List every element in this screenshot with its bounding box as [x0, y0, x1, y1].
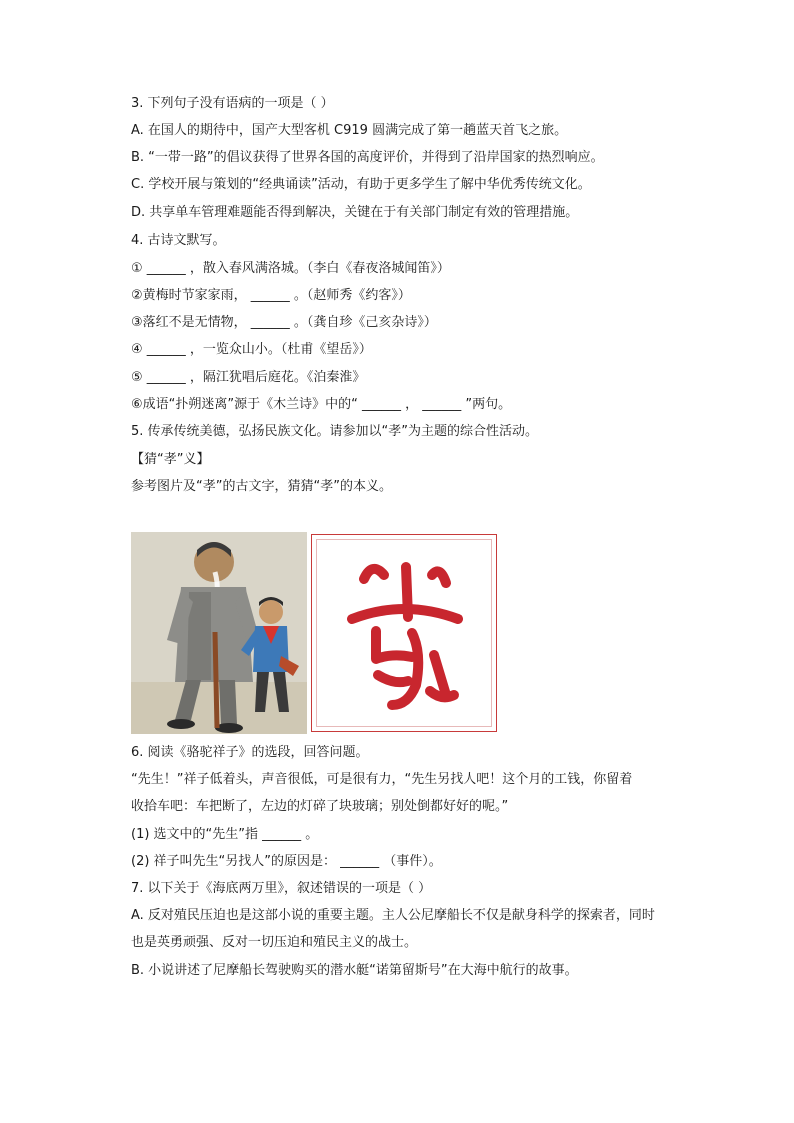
q5-subheading: 【猜“孝”义】: [131, 452, 210, 467]
q3-stem: 3. 下列句子没有语病的一项是（ ）: [131, 96, 334, 111]
q6-stem: 6. 阅读《骆驼祥子》的选段，回答问题。: [131, 745, 369, 760]
q5-stem: 5. 传承传统美德，弘扬民族文化。请参加以“孝”为主题的综合性活动。: [131, 424, 539, 439]
q3-option-c: C. 学校开展与策划的“经典诵读”活动，有助于更多学生了解中华优秀传统文化。: [131, 177, 591, 192]
q6-subquestion-1: (1) 选文中的“先生”指 ______ 。: [131, 827, 319, 842]
q4-item-3: ③落红不是无情物， ______ 。（龚自珍《己亥杂诗》）: [131, 315, 437, 330]
q3-option-d: D. 共享单车管理难题能否得到解决，关键在于有关部门制定有效的管理措施。: [131, 205, 579, 220]
q4-item-4: ④ ______ ，一览众山小。（杜甫《望岳》）: [131, 342, 372, 357]
q4-item-6: ⑥成语“扑朔迷离”源于《木兰诗》中的“ ______ ， ______ ”两句。: [131, 397, 512, 412]
q4-item-5: ⑤ ______ ，隔江犹唱后庭花。《泊秦淮》: [131, 370, 366, 385]
q7-option-b: B. 小说讲述了尼摩船长驾驶购买的潜水艇“诺第留斯号”在大海中航行的故事。: [131, 963, 578, 978]
q3-option-a: A. 在国人的期待中，国产大型客机 C919 圆满完成了第一趟蓝天首飞之旅。: [131, 123, 568, 138]
q3-option-b: B. “一带一路”的倡议获得了世界各国的高度评价，并得到了沿岸国家的热烈响应。: [131, 150, 604, 165]
q6-passage-line-2: 收拾车吧：车把断了，左边的灯碎了块玻璃；别处倒都好好的呢。”: [131, 799, 509, 814]
q4-item-1: ① ______ ，散入春风满洛城。（李白《春夜洛城闻笛》）: [131, 261, 450, 276]
q5-images: [131, 532, 501, 734]
q7-option-a-line-2: 也是英勇顽强、反对一切压迫和殖民主义的战士。: [131, 935, 418, 950]
ancient-xiao-seal-script: [311, 534, 497, 732]
q6-subquestion-2: (2) 祥子叫先生“另找人”的原因是： ______ （事件）。: [131, 854, 442, 869]
q5-prompt: 参考图片及“孝”的古文字，猜猜“孝”的本义。: [131, 479, 392, 494]
q6-passage-line-1: “先生！”祥子低着头，声音很低，可是很有力，“先生另找人吧！这个月的工钱，你留着: [131, 772, 633, 787]
q7-option-a-line-1: A. 反对殖民压迫也是这部小说的重要主题。主人公尼摩船长不仅是献身科学的探索者，同时: [131, 908, 655, 923]
q7-stem: 7. 以下关于《海底两万里》，叙述错误的一项是（ ）: [131, 881, 432, 896]
elder-and-child-illustration: [131, 532, 307, 734]
q4-stem: 4. 古诗文默写。: [131, 233, 226, 248]
q4-item-2: ②黄梅时节家家雨， ______ 。（赵师秀《约客》）: [131, 288, 411, 303]
